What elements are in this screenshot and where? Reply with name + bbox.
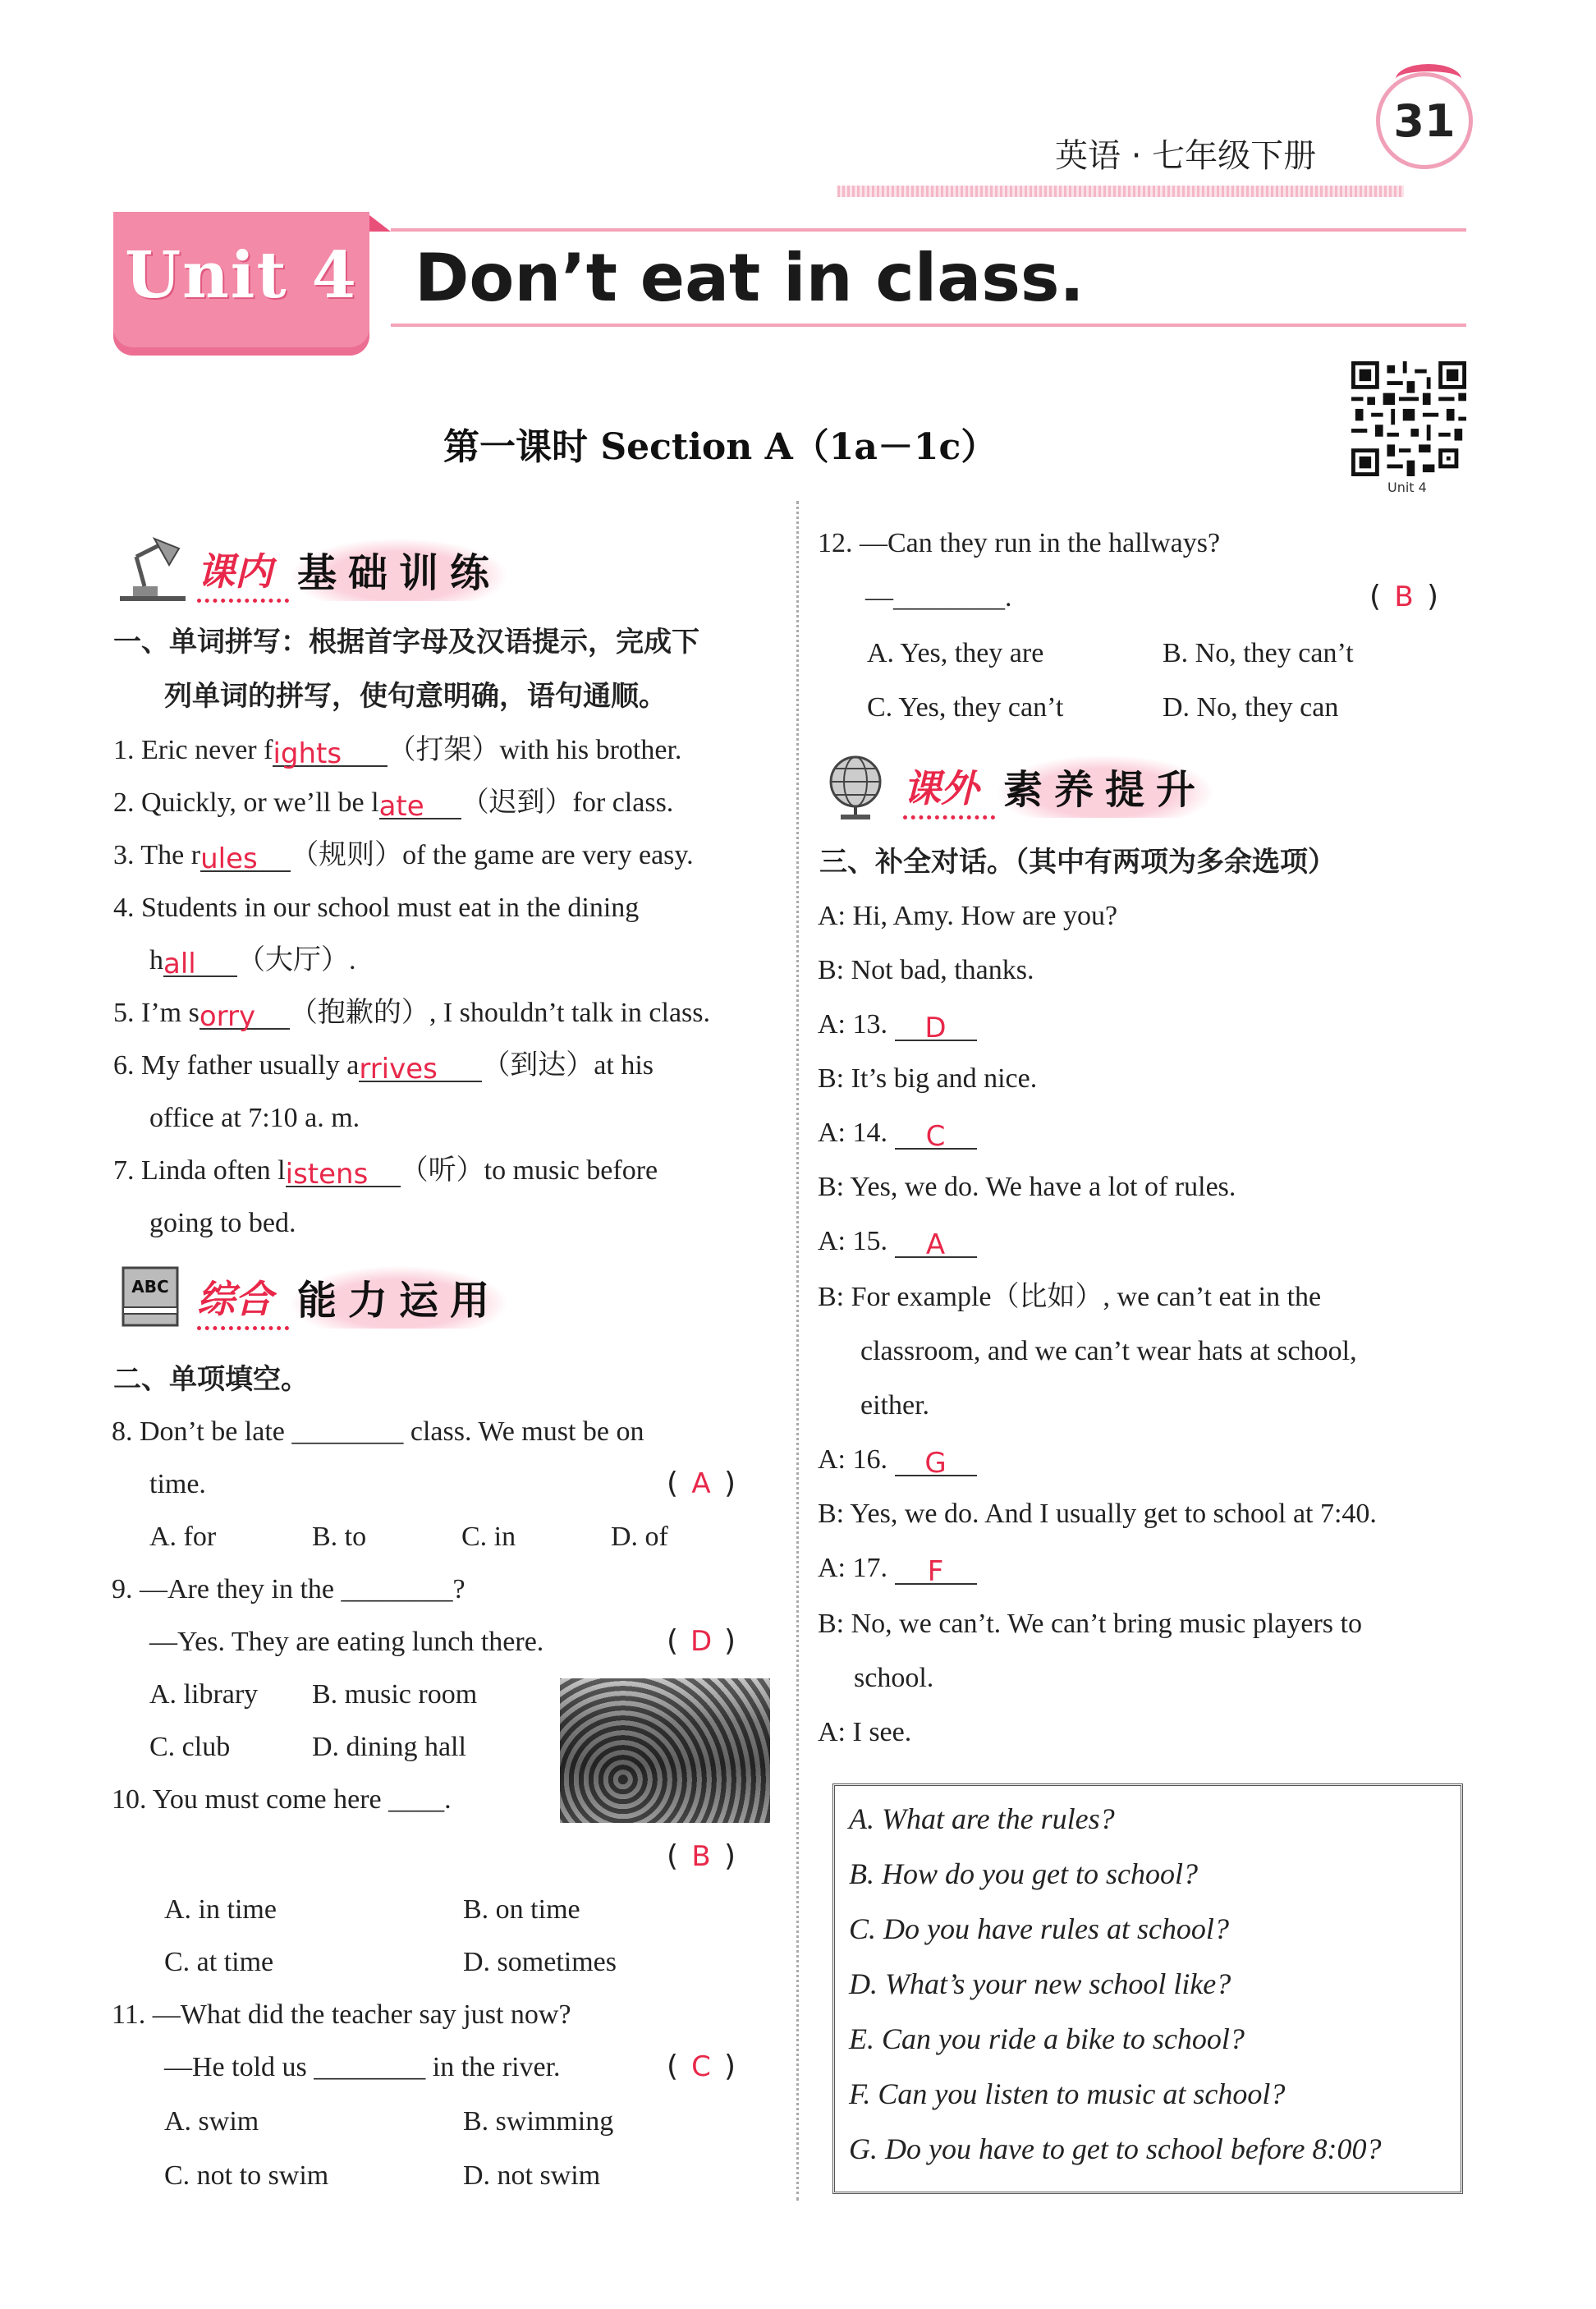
answer-blank[interactable] (378, 790, 461, 823)
section-heading-red: 综合 (197, 1277, 273, 1321)
question-11-line2: —He told us ________ in the river. (164, 2052, 561, 2082)
book-title: 英语 · 七年级下册 (1055, 137, 1317, 175)
page-number: 31 (1376, 72, 1473, 169)
answer-blank[interactable] (895, 1120, 977, 1153)
answer: ate (378, 790, 424, 823)
globe-icon (818, 749, 900, 823)
question-12-line1: 12. —Can they run in the hallways? (818, 528, 1221, 558)
answer-paren-11: ( C ) (667, 2050, 736, 2083)
dialogue-line-14 (818, 1117, 977, 1153)
question-text: 3. The r (113, 840, 201, 870)
option-12b[interactable]: B. No, they can’t (1163, 638, 1354, 668)
answer-blank[interactable] (285, 1158, 401, 1191)
answer-blank[interactable] (895, 1555, 977, 1588)
section-heading-red: 课内 (197, 549, 273, 594)
answer: C (925, 1120, 946, 1153)
option-11b[interactable]: B. swimming (463, 2106, 614, 2137)
answer-paren-12: ( B ) (1369, 580, 1439, 613)
answer-blank[interactable] (273, 737, 388, 770)
dialogue-option-g[interactable]: G. Do you have to get to school before 8:00? (849, 2132, 1382, 2165)
dialogue-line-16 (818, 1444, 977, 1480)
question-7-line1 (113, 1154, 658, 1191)
option-9c[interactable]: C. club (149, 1732, 231, 1762)
option-9d[interactable]: D. dining hall (312, 1732, 466, 1762)
option-12a[interactable]: A. Yes, they are (867, 638, 1044, 668)
answer: G (924, 1447, 947, 1480)
dialogue-line: B: Yes, we do. And I usually get to school at 7:40. (818, 1499, 1377, 1529)
answer-blank[interactable] (199, 1000, 290, 1033)
section-heading-basic (112, 532, 509, 606)
option-10a[interactable]: A. in time (164, 1894, 277, 1925)
option-8d[interactable]: D. of (611, 1522, 668, 1552)
question-text: （打架）with his brother. (388, 735, 682, 765)
question-3 (113, 839, 694, 875)
dialogue-line-17 (818, 1552, 977, 1588)
option-10b[interactable]: B. on time (463, 1894, 580, 1925)
answer: D (690, 1625, 713, 1658)
dialogue-option-c[interactable]: C. Do you have rules at school? (849, 1912, 1229, 1945)
answer-blank[interactable] (895, 1012, 977, 1044)
answer: D (924, 1012, 947, 1044)
dialogue-option-e[interactable]: E. Can you ride a bike to school? (849, 2022, 1245, 2055)
question-8-line2: time. (149, 1469, 206, 1499)
answer-blank[interactable] (359, 1053, 482, 1086)
answer: A (691, 1467, 711, 1500)
question-10-line1: 10. You must come here ____. (112, 1784, 452, 1815)
question-text: （到达）at his (482, 1050, 654, 1081)
dialogue-line: school. (854, 1663, 934, 1693)
part3-instruction: 三、补全对话。（其中有两项为多余选项） (819, 846, 1336, 879)
dots-decoration (197, 599, 289, 603)
option-8a[interactable]: A. for (149, 1522, 217, 1552)
section-heading-black: 能力运用 (289, 1265, 509, 1329)
answer: A (925, 1228, 946, 1261)
question-5 (113, 997, 711, 1033)
column-divider (796, 501, 799, 2201)
question-text: h (149, 945, 163, 975)
dialogue-line: B: It’s big and nice. (818, 1063, 1038, 1094)
answer: orry (199, 1000, 256, 1033)
svg-text:ABC: ABC (131, 1277, 169, 1297)
question-4-line2 (149, 944, 356, 980)
question-9-line1: 9. —Are they in the ________? (112, 1574, 466, 1604)
answer: ules (200, 842, 258, 875)
dialogue-option-d[interactable]: D. What’s your new school like? (849, 1967, 1231, 2000)
banner-line-top (391, 228, 1466, 232)
question-4-line1: 4. Students in our school must eat in the dining (113, 893, 640, 923)
option-9a[interactable]: A. library (149, 1679, 259, 1710)
dialogue-line: B: Not bad, thanks. (818, 955, 1034, 985)
section-heading-comprehensive (112, 1260, 509, 1334)
answer-paren-9: ( D ) (667, 1624, 736, 1658)
dialogue-line-13 (818, 1008, 977, 1044)
question-text: 1. Eric never f (113, 735, 273, 765)
answer: C (691, 2050, 711, 2083)
unit-title: Don’t eat in class. (415, 240, 1085, 316)
dialogue-text: A: 15. (818, 1226, 887, 1256)
dialogue-line: B: For example（比如）, we can’t eat in the (818, 1282, 1322, 1312)
answer: B (1394, 581, 1414, 613)
answer-blank[interactable] (895, 1447, 977, 1480)
dining-hall-photo (560, 1678, 770, 1823)
dots-decoration (197, 1326, 289, 1330)
lesson-title: 第一课时 Section A（1a－1c） (443, 426, 998, 468)
question-text: 7. Linda often l (113, 1155, 286, 1186)
option-11d[interactable]: D. not swim (463, 2160, 601, 2191)
dialogue-line: classroom, and we can’t wear hats at school, (860, 1336, 1357, 1366)
section-heading-extended (818, 749, 1215, 823)
option-12d[interactable]: D. No, they can (1163, 692, 1339, 723)
section-heading-black: 基础训练 (289, 538, 509, 601)
dialogue-option-b[interactable]: B. How do you get to school? (849, 1857, 1198, 1890)
answer: all (163, 948, 196, 980)
question-7-line2: going to bed. (149, 1208, 296, 1238)
answer-paren-10: ( B ) (667, 1839, 736, 1873)
qr-caption: Unit 4 (1387, 480, 1427, 495)
section-heading-black: 素养提升 (995, 755, 1215, 818)
qr-code-icon[interactable] (1351, 361, 1466, 476)
answer: B (691, 1840, 711, 1873)
question-text: 5. I’m s (113, 998, 200, 1028)
option-12c[interactable]: C. Yes, they can’t (867, 692, 1064, 723)
dialogue-text: A: 13. (818, 1009, 887, 1040)
question-text: （大厅）. (237, 945, 356, 975)
dialogue-line: B: Yes, we do. We have a lot of rules. (818, 1172, 1236, 1202)
book-abc-icon (112, 1260, 194, 1334)
question-text: （规则）of the game are very easy. (291, 840, 694, 870)
header-stripe (837, 186, 1404, 197)
question-text: （听）to music before (400, 1155, 658, 1186)
option-10d[interactable]: D. sometimes (463, 1947, 617, 1977)
question-2 (113, 787, 674, 823)
question-8-line1: 8. Don’t be late ________ class. We must be on (112, 1416, 644, 1447)
dots-decoration (903, 815, 995, 819)
dialogue-text: A: 16. (818, 1444, 887, 1475)
dialogue-option-f[interactable]: F. Can you listen to music at school? (849, 2077, 1286, 2110)
option-11c[interactable]: C. not to swim (164, 2160, 329, 2191)
dialogue-text: A: 14. (818, 1118, 887, 1148)
answer-blank[interactable] (163, 948, 237, 980)
option-8b[interactable]: B. to (312, 1522, 367, 1552)
dialogue-line: either. (860, 1390, 930, 1421)
dialogue-option-a[interactable]: A. What are the rules? (849, 1802, 1115, 1835)
question-1 (113, 734, 682, 770)
answer: istens (285, 1158, 369, 1191)
part2-instruction: 二、单项填空。 (113, 1363, 309, 1396)
dialogue-line: A: Hi, Amy. How are you? (818, 901, 1118, 931)
unit-label: Unit 4 (125, 238, 358, 313)
dialogue-line: A: I see. (818, 1717, 912, 1747)
unit-badge-tab (369, 215, 391, 232)
option-9b[interactable]: B. music room (312, 1679, 478, 1710)
answer-blank[interactable] (895, 1228, 977, 1261)
lamp-icon (112, 532, 194, 606)
dialogue-line-15 (818, 1225, 977, 1261)
question-text: 6. My father usually a (113, 1050, 360, 1081)
question-12-line2: —________. (865, 582, 1012, 613)
question-text: （抱歉的）, I shouldn’t talk in class. (289, 998, 711, 1028)
question-6-line2: office at 7:10 a. m. (149, 1103, 360, 1133)
answer-paren-8: ( A ) (667, 1467, 736, 1500)
question-text: 2. Quickly, or we’ll be l (113, 787, 379, 818)
answer: F (927, 1555, 944, 1588)
dialogue-text: A: 17. (818, 1553, 887, 1583)
option-10c[interactable]: C. at time (164, 1947, 274, 1977)
option-11a[interactable]: A. swim (164, 2106, 259, 2137)
question-11-line1: 11. —What did the teacher say just now? (112, 1999, 571, 2030)
dialogue-line: B: No, we can’t. We can’t bring music players to (818, 1609, 1362, 1639)
option-8c[interactable]: C. in (461, 1522, 516, 1552)
answer-blank[interactable] (200, 842, 291, 875)
question-9-line2: —Yes. They are eating lunch there. (149, 1627, 544, 1657)
answer: ights (273, 737, 342, 770)
question-text: （迟到）for class. (461, 787, 674, 818)
banner-line-bottom (391, 324, 1466, 327)
question-6-line1 (113, 1049, 654, 1086)
section-heading-red: 课外 (903, 766, 979, 810)
answer: rrives (359, 1053, 438, 1086)
part1-instruction-line2: 列单词的拼写，使句意明确，语句通顺。 (164, 680, 667, 713)
part1-instruction-line1: 一、单词拼写：根据首字母及汉语提示，完成下 (113, 626, 699, 659)
